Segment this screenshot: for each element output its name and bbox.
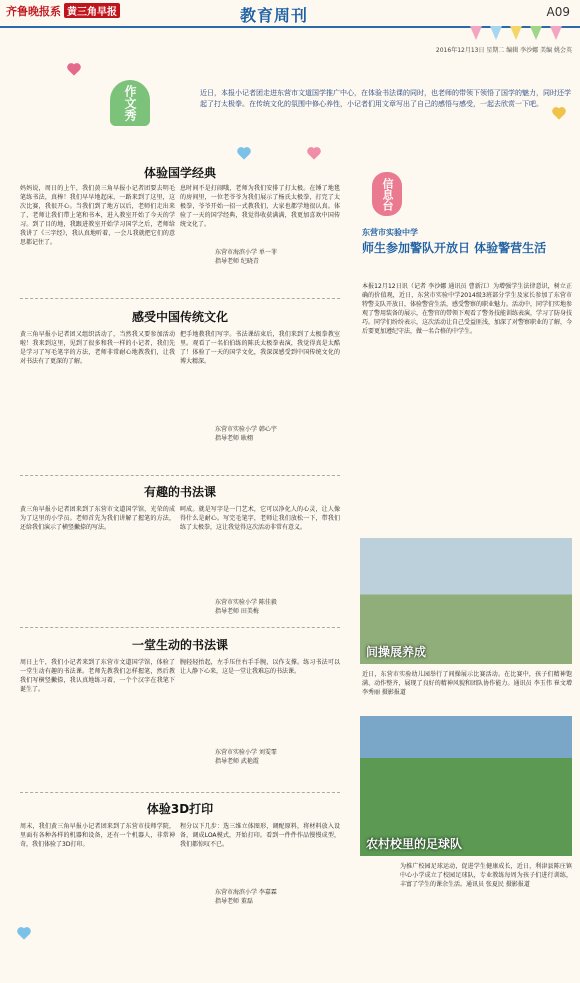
heart-icon <box>18 928 29 939</box>
article-title: 感受中国传统文化 <box>131 310 228 324</box>
photo-exercise <box>360 538 572 664</box>
article-title: 体验3D打印 <box>146 802 214 816</box>
article-title: 有趣的书法课 <box>143 485 216 499</box>
article-column: 程分以下几步：选三维立体图形，调配原料，将材料放入设备，调成LOA模式，开始打印。看到一件件作品慢慢成型，我们都惊叹不已。 <box>180 823 340 848</box>
article-column: 周日上午，我们小记者来到了东营市文道国学馆，体验了一堂生动有趣的书法课。老师先教我们怎样握笔，然后教我们写横竖撇捺，我认真地练习着，一个个汉字在我笔下诞生了。 <box>20 659 175 693</box>
article-column: 把手地教我们写字。书法课结束后，我们来到了太极拳教室里。观看了一名伯伯练的陈氏太极拳表演，我觉得真是太酷了！体验了一天的国学文化，我深深感受到中国传统文化的博大精深。 <box>180 331 340 365</box>
heart-icon <box>553 108 564 119</box>
article-byline: 东营市海滨小学 李嘉霖 指导老师 董磊 <box>215 889 277 905</box>
divider <box>20 475 340 476</box>
bunting-flag <box>490 26 502 40</box>
bunting-flag <box>550 26 562 40</box>
article-byline: 东营市海滨小学 单一菲 指导老师 纪晓青 <box>215 249 277 265</box>
info-label: 信息台 <box>372 172 402 216</box>
article-column: 黄三角早报小记者团来到了东营市文道国学馆，光荣的成为了这里的小学员。老师首先为我们讲解了握笔的方法，还给我们演示了横竖撇捺的写法。 <box>20 506 175 531</box>
article-column: 妈妈说，周日的上午，我们黄三角早报小记者团要去明毛笔练书法，真棒！我们早早地起床，一路来到了这里，这次比赛，我很开心。当我们到了地方以后，老师们走出来了，老师让我们带上笔和书本，进入教室开始了今天的学习。到了目的地，我跟进教室开始学习国学之后，老师给我讲了《三字经》，我认真地听着，一会儿我就把它们的意思都记住了。 <box>20 185 175 246</box>
heart-icon <box>308 148 319 159</box>
page-header <box>0 0 580 28</box>
essay-label: 作文秀 <box>110 80 150 126</box>
newspaper-logo: 齐鲁晚报系 黄三角早报 <box>6 3 120 19</box>
news-body: 本报12月12日讯（记者 李沙娜 通讯员 曹新江）为增强学生法律意识，树立正确的价值观，近日，东营市实验中学2014级3班部分学生及家长参加了东营市特警支队开放日，体验警营生活，感受警察的职业魅力。活动中，同学们实地参观了警用装备的展示，在警官的带领下观看了警务技能训练表演，学习了防身技巧。同学们纷纷表示，这次活动让自己受益匪浅，加深了对警察职业的了解，今后要更加遵纪守法，做一名合格的中学生。 <box>362 283 572 335</box>
heart-icon <box>238 148 249 159</box>
article-byline: 东营市实验小学 陈佳毅 指导老师 田美梅 <box>215 599 277 615</box>
photo-text: 近日，东营市实验幼儿园举行了间操展示比赛活动。在比赛中，孩子们精神饱满、动作整齐，展现了良好的精神风貌和团队协作能力。通讯员 李玉伟 崔文增 李秀丽 摄影报道 <box>362 671 572 696</box>
article-title: 体验国学经典 <box>143 166 216 180</box>
section-title: 教育周刊 <box>240 6 309 25</box>
heart-icon <box>68 64 79 75</box>
divider <box>20 627 340 628</box>
article-byline: 东营市实验小学 刘雯霏 指导老师 武艳霞 <box>215 749 277 765</box>
article-byline: 东营市实验小学 韩心宇 指导老师 耿栩 <box>215 426 277 442</box>
photo-football <box>360 716 572 856</box>
photo-text: 为推广校园足球运动，促进学生健康成长，近日，利津县陈庄镇中心小学成立了校园足球队，专业教练每周为孩子们进行训练，丰富了学生的课余生活。通讯员 张夏民 摄影报道 <box>400 863 572 888</box>
bunting-flag <box>510 26 522 40</box>
bunting-flag <box>470 26 482 40</box>
article-title: 一堂生动的书法课 <box>131 638 228 652</box>
divider <box>20 792 340 793</box>
news-school: 东营市实验中学 <box>362 228 418 237</box>
article-column: 周末，我们黄三角早报小记者团来到了东营市技师学院，里面有各种各样的机器和设备，还有一个机器人，非常神奇，我们体验了3D打印。 <box>20 823 175 848</box>
article-column: 腕轻轻抬起，左手压住右手手腕，以作支撑。练习书法可以让人静下心来，这是一堂让我难忘的书法课。 <box>180 659 340 675</box>
article-column: 呵成。就是写字是一门艺术，它可以净化人的心灵，让人像得什么是耐心。写完毛笔字，老师让我们放松一下，带我们练了太极拳，这让我觉得这次活动非常有意义。 <box>180 506 340 531</box>
news-title: 师生参加警队开放日 体验警营生活 <box>362 241 547 255</box>
photo-caption: 农村校里的足球队 <box>366 837 463 851</box>
page-number: A09 <box>546 5 570 19</box>
intro-paragraph: 近日，本报小记者团走进东营市文道国学推广中心，在体验书法课的同时，也老师的带领下领悟了国学的魅力，同时还学起了打太极拳。在传统文化的氛围中修心养性，小记者们用文章写出了自己的感悟与感受，一起去欣赏一下吧。 <box>200 89 571 108</box>
divider <box>20 298 340 299</box>
photo-caption: 间操展养成 <box>366 645 427 659</box>
bunting-flag <box>530 26 542 40</box>
article-column: 黄三角早报小记者团又组织活动了，当然我又要参加活动啦！我来到这里，见到了很多和我一样的小记者，我们先是学习了写毛笔字的方法，老师非常耐心地教我们，让我对书法有了更深的了解。 <box>20 331 175 365</box>
date-editor-line: 2016年12月13日 星期二 编辑 李沙娜 美编 姚会英 <box>435 47 572 54</box>
logo-badge: 黄三角早报 <box>64 3 120 18</box>
article-column: 息时间不是打闹哦，老师为我们安排了打太极。在锤了地毯的房间里，一位老爷爷为我们展示了杨氏太极拳，打完了太极拳，爷爷开始一招一式教我们，大家也都学地很认真。体验了一天的国学经典，我觉得收获满满，我更加喜欢中国传统文化了。 <box>180 185 340 228</box>
